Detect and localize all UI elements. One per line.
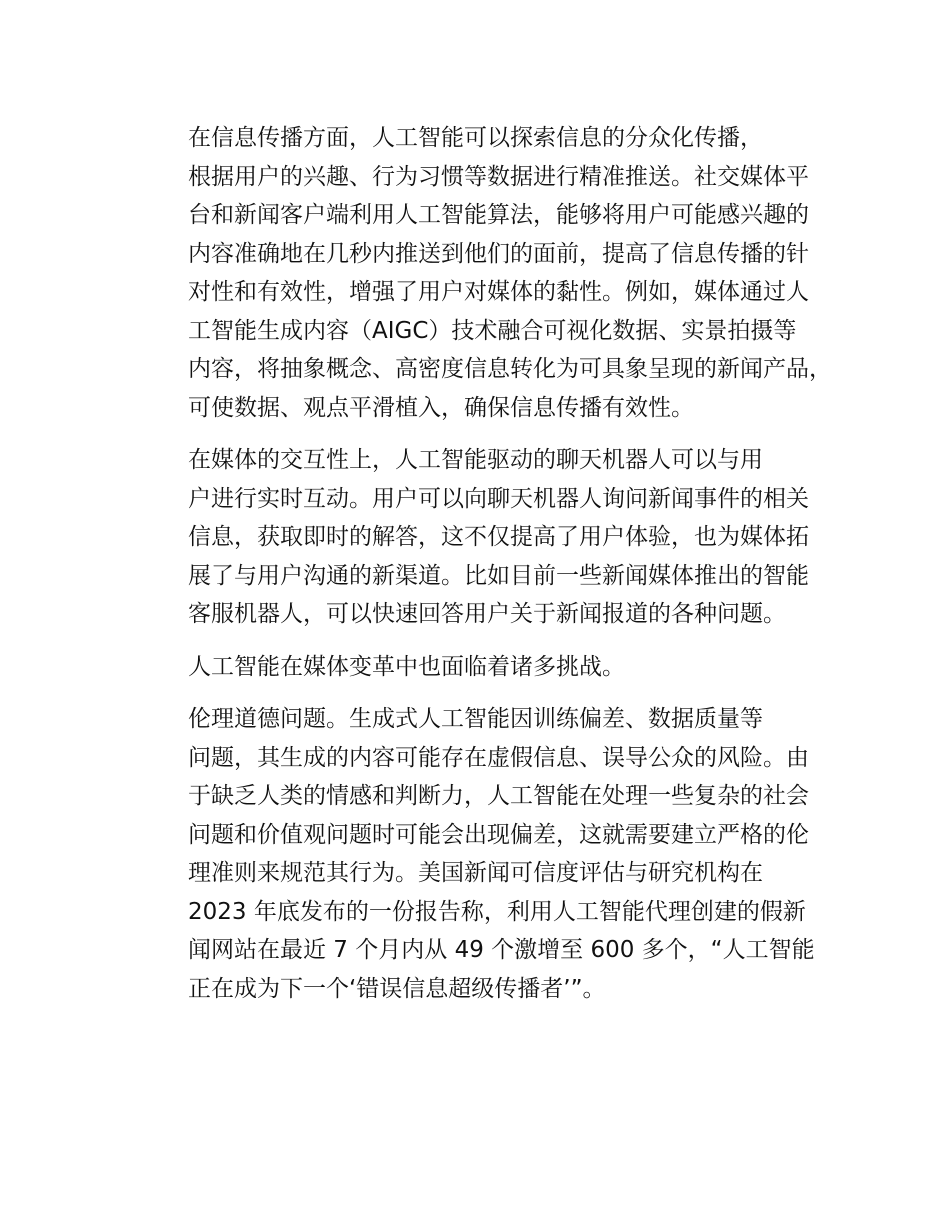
paragraph-ethics [141, 700, 831, 1008]
paragraph-line: 问题和价值观问题时可能会出现偏差，这就需要建立严格的伦 [188, 821, 809, 848]
paragraph-line: 内容，将抽象概念、高密度信息转化为可具象呈现的新闻产品， [188, 356, 832, 382]
paragraph-line: 内容准确地在几秒内推送到他们的面前，提高了信息传播的针 [188, 240, 809, 267]
paragraph-line: 在信息传播方面，人工智能可以探索信息的分众化传播， [188, 125, 763, 151]
paragraph-line: 于缺乏人类的情感和判断力，人工智能在处理一些复杂的社会 [188, 783, 809, 809]
paragraph-line: 理准则来规范其行为。美国新闻可信度评估与研究机构在 [188, 860, 763, 886]
paragraph-line: 根据用户的兴趣、行为习惯等数据进行精准推送。社交媒体平 [188, 163, 809, 190]
paragraph-line: 问题，其生成的内容可能存在虚假信息、误导公众的风险。由 [188, 744, 809, 771]
paragraph-line: 对性和有效性，增强了用户对媒体的黏性。例如，媒体通过人 [188, 279, 809, 305]
paragraph-line: 台和新闻客户端利用人工智能算法，能够将用户可能感兴趣的 [188, 202, 809, 228]
paragraph-line: 在媒体的交互性上，人工智能驱动的聊天机器人可以与用 [188, 447, 763, 473]
paragraph-line: 伦理道德问题。生成式人工智能因训练偏差、数据质量等 [188, 706, 763, 732]
paragraph-line: 信息，获取即时的解答，这不仅提高了用户体验，也为媒体拓 [188, 524, 809, 550]
paragraph-interactivity [141, 441, 831, 634]
paragraph-line: 2023 年底发布的一份报告称，利用人工智能代理创建的假新 [188, 898, 806, 925]
paragraph-line: 闻网站在最近 7 个月内从 49 个激增至 600 多个，“人工智能 [188, 937, 815, 963]
paragraph-line: 正在成为下一个‘错误信息超级传播者’”。 [188, 975, 606, 1002]
paragraph-line: 展了与用户沟通的新渠道。比如目前一些新闻媒体推出的智能 [188, 562, 809, 589]
document-body [141, 119, 831, 1022]
paragraph-info-dissemination [141, 119, 831, 427]
paragraph-line: 可使数据、观点平滑植入，确保信息传播有效性。 [188, 394, 694, 421]
paragraph-line: 工智能生成内容（AIGC）技术融合可视化数据、实景拍摄等 [188, 317, 797, 344]
paragraph-line: 户进行实时互动。用户可以向聊天机器人询问新闻事件的相关 [188, 485, 809, 512]
paragraph-challenges-intro [141, 648, 831, 687]
paragraph-line: 人工智能在媒体变革中也面临着诸多挑战。 [188, 653, 625, 680]
paragraph-line: 客服机器人，可以快速回答用户关于新闻报道的各种问题。 [188, 601, 786, 627]
